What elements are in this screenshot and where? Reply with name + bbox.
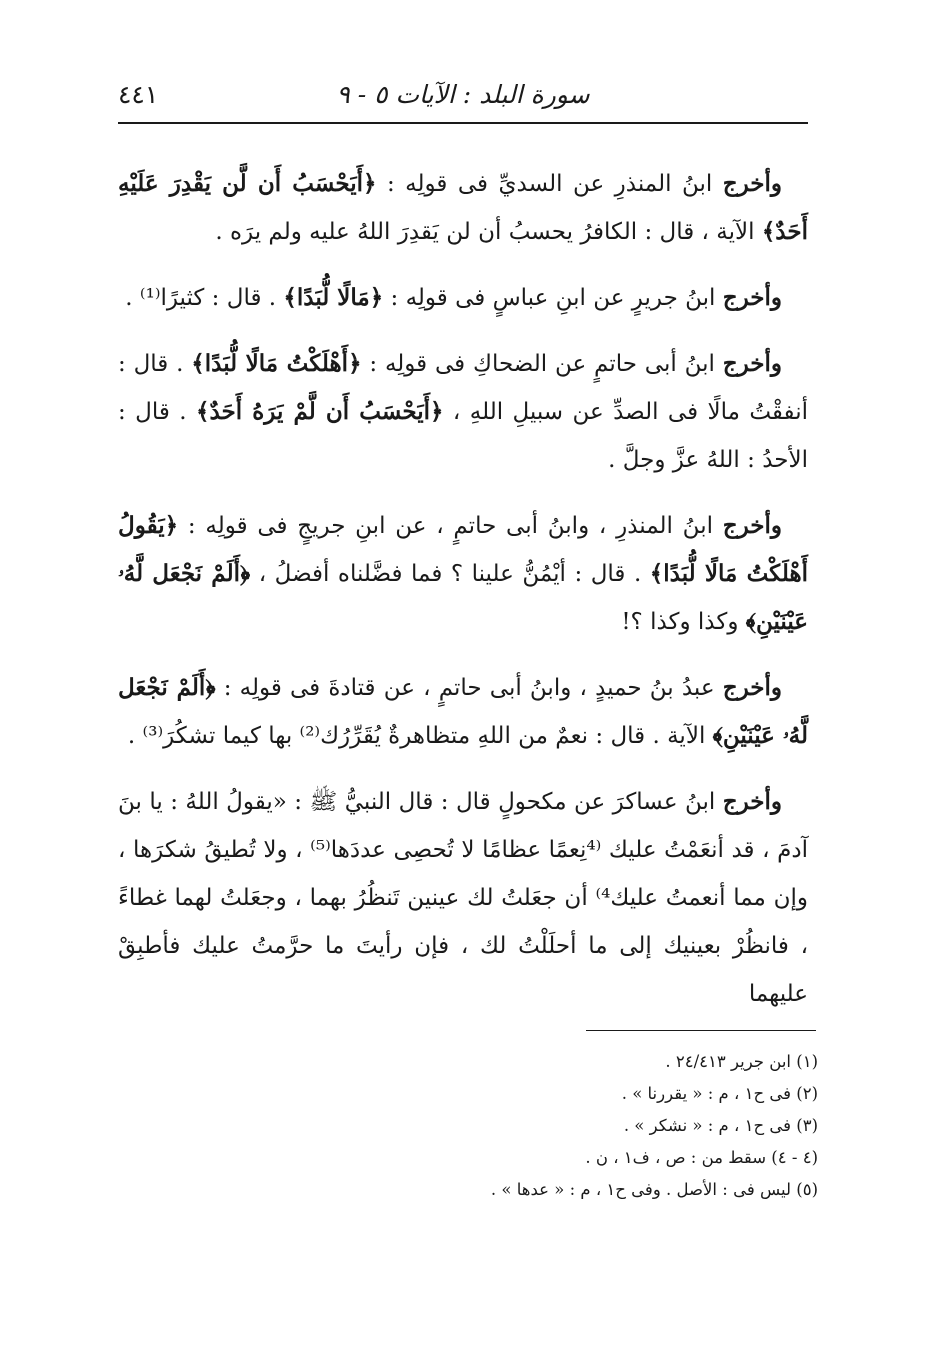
page-header (118, 74, 808, 124)
paragraph-text: . قال : أيْمُنُّ علينا ؟ فما فضَّلناه أفضلُ ، (250, 561, 650, 587)
paragraph-text: ابنُ المنذرِ ، وابنُ أبى حاتمٍ ، عن ابنِ جريجٍ فى قولِه : (178, 513, 723, 539)
footnote: (٢) فى ح١ ، م : « يقررنا » . (621, 1084, 818, 1103)
paragraph-text: . قال : كثيرًا⁽¹⁾ . (125, 285, 284, 311)
paragraph (118, 502, 808, 646)
paragraph-text: . قال : الأحدُ : اللهُ عزَّ وجلَّ . (118, 399, 808, 473)
paragraph (118, 274, 808, 322)
footnote: (٥) ليس فى : الأصل . وفى ح١ ، م : « عدها » . (490, 1180, 818, 1199)
paragraph-lead: وأخرج (722, 284, 782, 311)
paragraph (118, 160, 808, 256)
footnote: (٣) فى ح١ ، م : « نشكر » . (623, 1116, 818, 1135)
paragraph-text: الآية ، قال : الكافرُ يحسبُ أن لن يَقدِرَ اللهُ عليه ولم يرَه . (215, 219, 762, 245)
running-title: سورة البلد : الآيات ٥ - ٩ (336, 80, 590, 109)
paragraph (118, 664, 808, 760)
paragraph-text: ابنُ جريرٍ عن ابنِ عباسٍ فى قولِه : (383, 285, 723, 311)
paragraph (118, 340, 808, 484)
paragraph (118, 778, 808, 1018)
paragraph-text: عبدُ بنُ حميدٍ ، وابنُ أبى حاتمٍ ، عن قتادةَ فى قولِه : (215, 675, 723, 701)
quran-verse: ﴿أَلَمْ نَجْعَل لَّهُۥ عَيْنَيْنِ﴾ (118, 560, 808, 635)
header-rule (118, 122, 808, 124)
quran-verse: ﴿أَلَمْ نَجْعَل لَّهُۥ عَيْنَيْنِ﴾ (118, 674, 808, 749)
quran-verse: ﴿يَقُولُ أَهْلَكْتُ مَالًا لُّبَدًا﴾ (118, 512, 808, 587)
footnote: (١) ابن جرير ٢٤/٤١٣ . (665, 1052, 818, 1071)
paragraph-text: وكذا وكذا ؟! (621, 609, 746, 635)
paragraph-lead: وأخرج (722, 350, 782, 377)
paragraph-text: ابنُ المنذرِ عن السديِّ فى قولِه : (376, 171, 723, 197)
paragraph-text: ابنُ عساكرَ عن مكحولٍ قال : قال النبيُّ ﷺ : «يقولُ اللهُ : يا بنَ آدمَ ، قد أنعَمْتُ عليك ⁽⁴نِعمًا عظامًا لا تُحصِى عددَها⁽⁵⁾ ، ولا تُطيقُ شكرَها ، وإن مما أنعمتُ عليك⁴⁾ أن جعَلتُ لك عينين تَنظُرُ بهما ، وجعَلتُ لهما غطاءً ، فانظُرْ بعينيك إلى ما أحلَلْتُ لك ، فإن رأيتَ ما حرَّمتُ عليك فأطبِقْ عليهما (118, 789, 809, 1007)
paragraph-text: الآية . قال : نعمٌ من اللهِ متظاهرةٌ يُقَرِّرُك⁽²⁾ بها كيما تشكُرَ⁽³⁾ . (127, 723, 713, 749)
paragraph-text: ابنُ أبى حاتمٍ عن الضحاكِ فى قولِه : (361, 351, 723, 377)
footnote: (٤ - ٤) سقط من : ص ، ف١ ، ن . (585, 1148, 818, 1167)
footnotes (258, 1046, 818, 1206)
paragraph-text: . قال : أنفقْتُ مالًا فى الصدِّ عن سبيلِ اللهِ ، (118, 351, 808, 425)
quran-verse: ﴿أَيَحْسَبُ أَن لَّن يَقْدِرَ عَلَيْهِ أَحَدٌ﴾ (118, 170, 808, 245)
quran-verse: ﴿أَيَحْسَبُ أَن لَّمْ يَرَهُ أَحَدٌ﴾ (196, 398, 444, 425)
main-text (118, 160, 808, 1036)
paragraph-lead: وأخرج (722, 674, 783, 701)
quran-verse: ﴿أَهْلَكْتُ مَالًا لُّبَدًا﴾ (191, 350, 362, 377)
paragraph-lead: وأخرج (722, 788, 782, 815)
paragraph-lead: وأخرج (722, 512, 782, 539)
page-number: ٤٤١ (118, 80, 159, 109)
quran-verse: ﴿مَالًا لُّبَدًا﴾ (283, 284, 384, 311)
paragraph-lead: وأخرج (722, 170, 782, 197)
footnote-separator (586, 1030, 816, 1031)
